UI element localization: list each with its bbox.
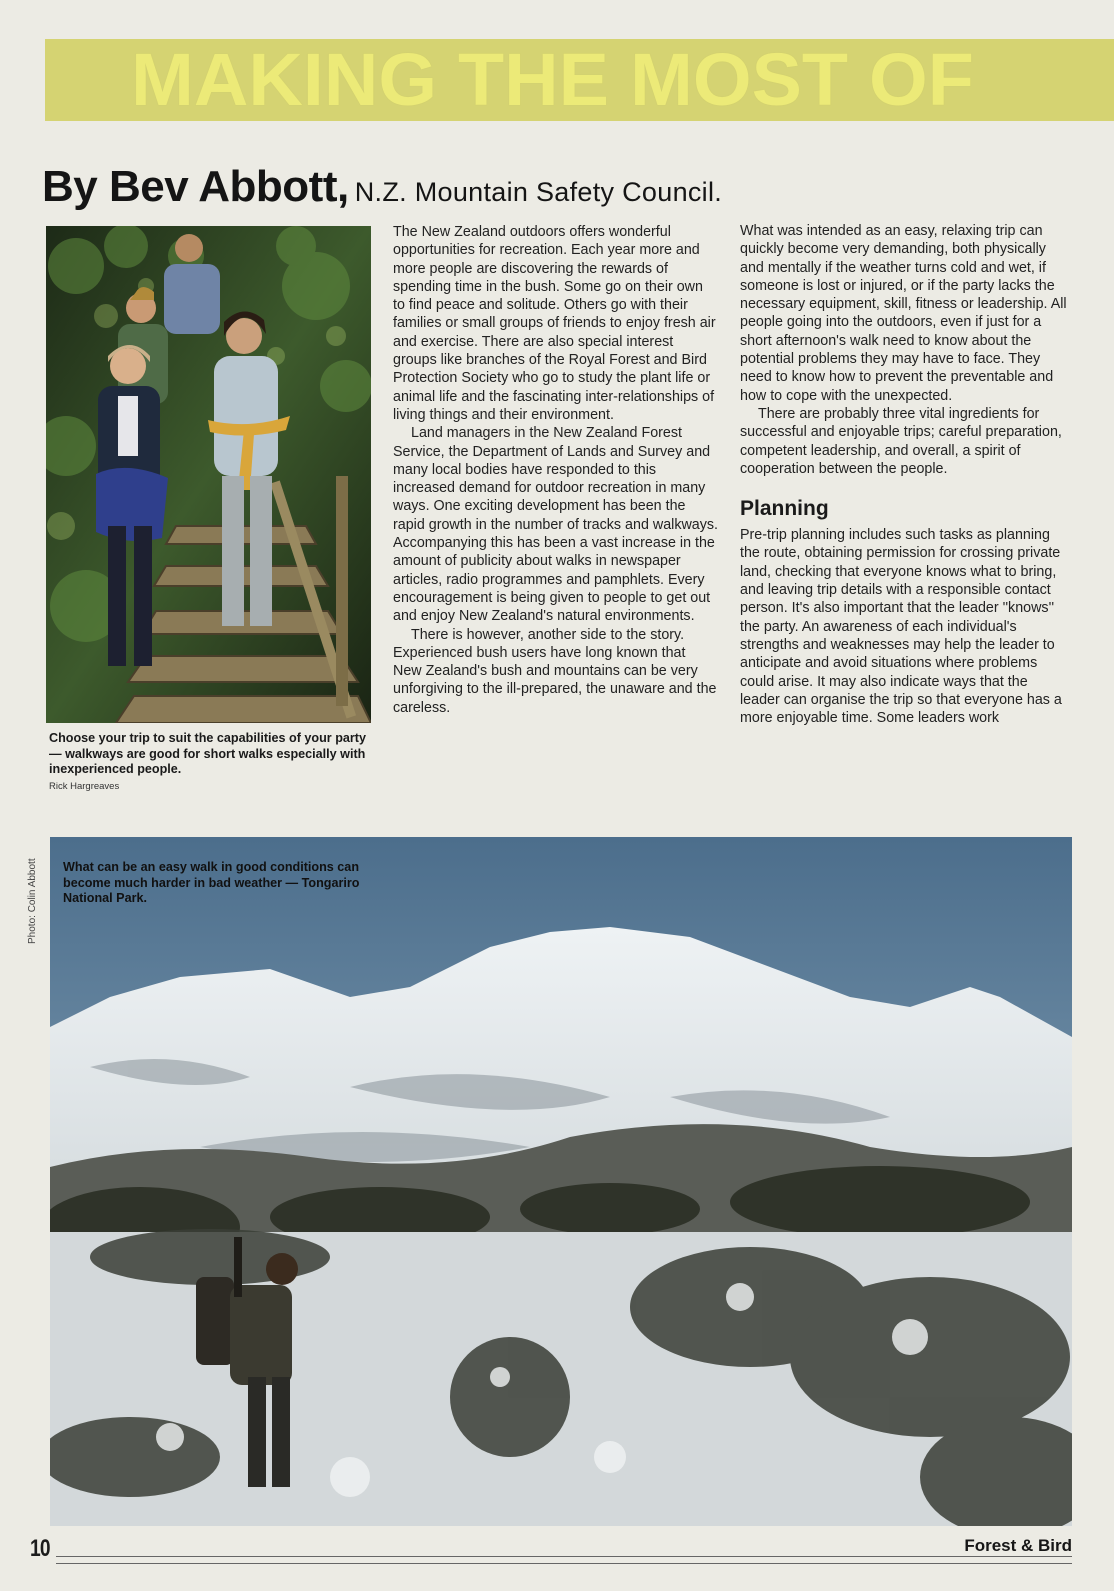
title-banner xyxy=(45,39,1114,121)
article-column-middle xyxy=(393,223,718,717)
article-title: MAKING THE MOST OF xyxy=(131,38,974,121)
photo-walkers-on-steps xyxy=(46,226,371,723)
photo-bottom-credit: Photo: Colin Abbott xyxy=(27,858,38,944)
article-column-right xyxy=(740,222,1070,727)
photo-tongariro-snow xyxy=(50,837,1072,1526)
byline xyxy=(42,162,722,212)
photo-top-credit: Rick Hargreaves xyxy=(49,781,120,792)
paragraph: There are probably three vital ingredients for successful and enjoyable trips; careful preparation, competent leadership, and overall, a spirit of cooperation between the people. xyxy=(740,405,1062,477)
paragraph: The New Zealand outdoors offers wonderful opportunities for recreation. Each year more and more people are discovering the rewards of spending time in the bush. Some go on their own to find peace and solitude. Others go with their families or small groups of friends to enjoy fresh air and exercise. There are also special interest groups like branches of the Royal Forest and Bird Protection Society who go to study the plant life or animal life and the fascinating inter-relationships of living things and their environment. xyxy=(393,224,716,423)
paragraph: Land managers in the New Zealand Forest Service, the Department of Lands and Survey and many local bodies have responded to this increased demand for outdoor recreation in many ways. One exciting development has been the rapid growth in the number of tracks and walkways. Accompanying this has been a vast increase in the amount of publicity about walks in newspaper articles, radio programmes and pamphlets. Every encouragement is being given to people to get out and enjoy New Zealand's natural environments. xyxy=(393,425,719,625)
photo-walkers-illustration xyxy=(46,226,371,723)
paragraph: There is however, another side to the story. Experienced bush users have long known that New Zealand's bush and mountains can be very unforgiving to the ill-prepared, the unaware and the careless. xyxy=(393,626,717,716)
page-number: 10 xyxy=(30,1535,50,1562)
byline-author: By Bev Abbott, xyxy=(42,162,349,211)
byline-organisation: N.Z. Mountain Safety Council. xyxy=(354,177,723,207)
photo-mountain-illustration xyxy=(50,837,1072,1526)
footer-rule xyxy=(56,1563,1072,1564)
footer-rule xyxy=(56,1556,1072,1557)
section-heading-planning: Planning xyxy=(740,497,829,521)
paragraph: Pre-trip planning includes such tasks as planning the route, obtaining permission for crossing private land, checking that everyone knows what to bring, and leaving trip details with a responsible contact person. It's also important that the leader ''knows'' the party. An awareness of each individual's strengths and weaknesses may help the leader to anticipate and avoid situations where problems could arise. It may also indicate ways that the leader can organise the trip so that everyone has a more enjoyable time. Some leaders work xyxy=(740,527,1062,727)
photo-bottom-caption: What can be an easy walk in good conditions can become much harder in bad weather — Tongariro National Park. xyxy=(63,860,360,905)
footer-magazine-name: Forest & Bird xyxy=(964,1536,1072,1555)
photo-top-caption: Choose your trip to suit the capabilities of your party — walkways are good for short walks especially with inexperienced people. xyxy=(49,731,366,776)
paragraph: What was intended as an easy, relaxing trip can quickly become very demanding, both physically and mentally if the weather turns cold and wet, if someone is lost or injured, or if the party lacks the necessary equipment, skill, fitness or leadership. All people going into the outdoors, even if just for a short afternoon's walk need to know about the potential problems they may have to face. They need to know how to prevent the preventable and how to cope with the unexpected. xyxy=(740,223,1067,404)
